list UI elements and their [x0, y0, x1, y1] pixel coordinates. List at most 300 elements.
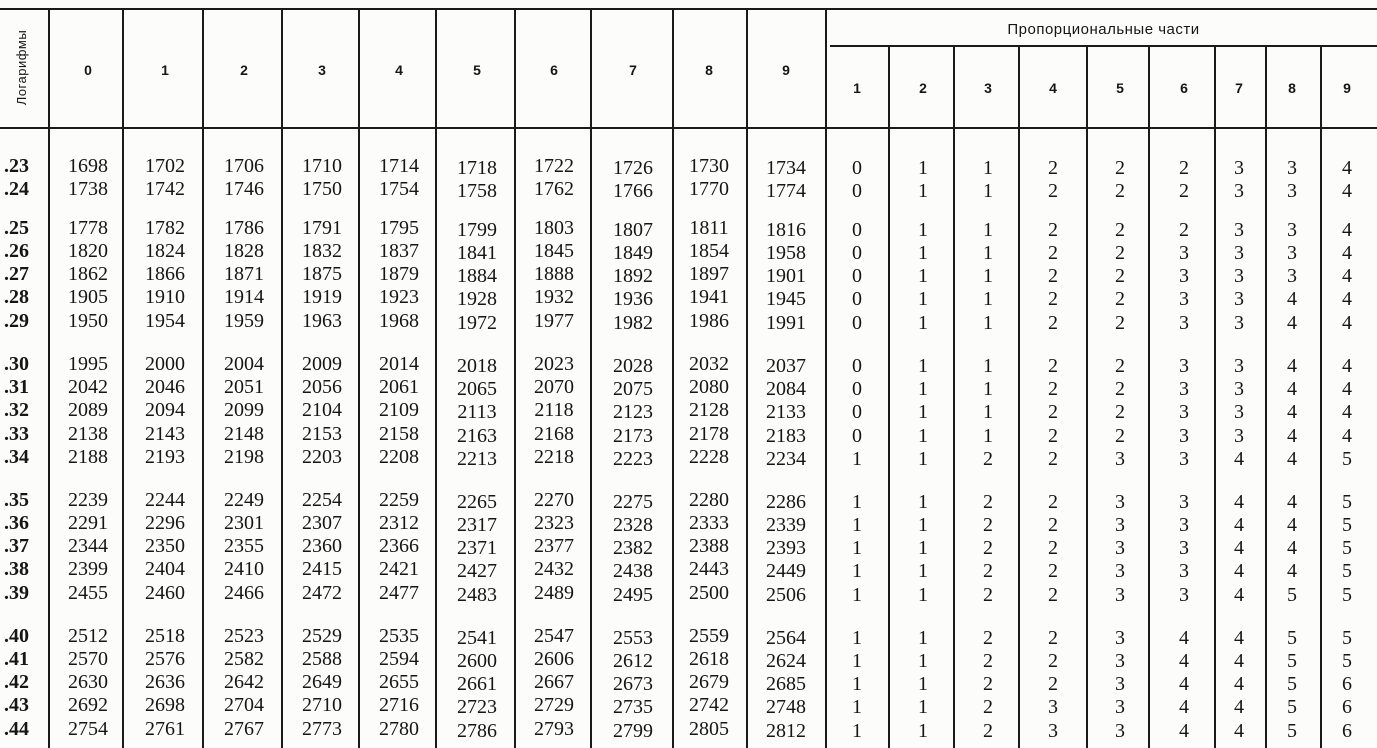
proportional-part-cell: 3	[1048, 696, 1058, 718]
table-cell-value: 2042	[68, 376, 108, 398]
table-cell-value: 1778	[68, 217, 108, 239]
table-cell-value: 1799	[457, 219, 497, 241]
proportional-part-cell: 3	[1115, 673, 1125, 695]
table-cell-value: 1928	[457, 288, 497, 310]
table-cell-value: 2512	[68, 625, 108, 647]
logarithm-label: Логарифмы	[14, 29, 30, 105]
proportional-part-cell: 1	[983, 265, 993, 287]
table-cell-value: 1888	[534, 263, 574, 285]
table-cell-value: 2344	[68, 535, 108, 557]
table-cell-value: 2275	[613, 491, 653, 513]
proportional-part-cell: 3	[1287, 180, 1297, 202]
table-cell-value: 1746	[224, 178, 264, 200]
table-cell-value: 1718	[457, 157, 497, 179]
table-cell-value: 2729	[534, 694, 574, 716]
proportional-part-cell: 2	[983, 584, 993, 606]
proportional-part-cell: 3	[1234, 180, 1244, 202]
proportional-part-cell: 3	[1179, 378, 1189, 400]
proportional-part-cell: 2	[1115, 180, 1125, 202]
proportional-part-cell: 2	[983, 448, 993, 470]
proportional-part-cell: 3	[1179, 425, 1189, 447]
proportional-part-cell: 2	[1115, 425, 1125, 447]
table-cell-value: 2460	[145, 582, 185, 604]
column-divider	[1148, 47, 1150, 748]
proportional-part-cell: 3	[1234, 288, 1244, 310]
proportional-part-cell: 1	[983, 157, 993, 179]
proportional-part-cell: 2	[1048, 180, 1058, 202]
table-cell-value: 2594	[379, 648, 419, 670]
table-cell-value: 2410	[224, 558, 264, 580]
column-header-5: 5	[473, 62, 481, 78]
table-cell-value: 2339	[766, 514, 806, 536]
proportional-part-cell: 4	[1342, 157, 1352, 179]
proportional-part-cell: 4	[1287, 312, 1297, 334]
table-cell-value: 2382	[613, 537, 653, 559]
table-cell-value: 1766	[613, 180, 653, 202]
proportional-part-cell: 1	[852, 627, 862, 649]
table-cell-value: 2489	[534, 582, 574, 604]
proportional-part-cell: 1	[918, 627, 928, 649]
proportional-part-cell: 4	[1234, 560, 1244, 582]
table-cell-value: 2780	[379, 718, 419, 740]
column-divider	[1086, 47, 1088, 748]
row-logarithm-label: .31	[4, 376, 29, 398]
proportional-part-cell: 4	[1287, 401, 1297, 423]
proportional-part-cell: 3	[1179, 491, 1189, 513]
table-cell-value: 2133	[766, 401, 806, 423]
table-cell-value: 1866	[145, 263, 185, 285]
row-logarithm-label: .29	[4, 310, 29, 332]
table-cell-value: 2350	[145, 535, 185, 557]
proportional-header-5: 5	[1116, 80, 1124, 96]
table-cell-value: 1791	[302, 217, 342, 239]
table-cell-value: 2153	[302, 423, 342, 445]
table-cell-value: 2148	[224, 423, 264, 445]
table-cell-value: 2004	[224, 353, 264, 375]
column-header-9: 9	[782, 62, 790, 78]
table-cell-value: 2123	[613, 401, 653, 423]
table-cell-value: 1854	[689, 240, 729, 262]
row-logarithm-label: .41	[4, 648, 29, 670]
table-cell-value: 1910	[145, 286, 185, 308]
proportional-part-cell: 4	[1342, 378, 1352, 400]
table-cell-value: 2655	[379, 671, 419, 693]
table-cell-value: 2588	[302, 648, 342, 670]
table-cell-value: 1919	[302, 286, 342, 308]
column-divider	[1320, 47, 1322, 748]
proportional-part-cell: 2	[1048, 560, 1058, 582]
table-cell-value: 1738	[68, 178, 108, 200]
proportional-part-cell: 1	[918, 491, 928, 513]
table-cell-value: 2265	[457, 491, 497, 513]
table-cell-value: 1901	[766, 265, 806, 287]
row-logarithm-label: .26	[4, 240, 29, 262]
table-cell-value: 1950	[68, 310, 108, 332]
proportional-part-cell: 1	[983, 401, 993, 423]
column-divider	[48, 8, 50, 748]
proportional-part-cell: 1	[983, 378, 993, 400]
table-cell-value: 2742	[689, 694, 729, 716]
proportional-part-cell: 0	[852, 219, 862, 241]
proportional-part-cell: 3	[1179, 288, 1189, 310]
table-cell-value: 1782	[145, 217, 185, 239]
table-cell-value: 2355	[224, 535, 264, 557]
table-cell-value: 1734	[766, 157, 806, 179]
proportional-part-cell: 3	[1115, 560, 1125, 582]
proportional-part-cell: 0	[852, 425, 862, 447]
table-cell-value: 2218	[534, 446, 574, 468]
proportional-part-cell: 2	[1048, 242, 1058, 264]
proportional-part-cell: 2	[1048, 219, 1058, 241]
table-cell-value: 1905	[68, 286, 108, 308]
table-cell-value: 2704	[224, 694, 264, 716]
table-cell-value: 2667	[534, 671, 574, 693]
proportional-part-cell: 5	[1287, 720, 1297, 742]
table-cell-value: 1832	[302, 240, 342, 262]
proportional-part-cell: 5	[1342, 584, 1352, 606]
table-cell-value: 2449	[766, 560, 806, 582]
column-divider	[825, 8, 827, 748]
table-cell-value: 1816	[766, 219, 806, 241]
proportional-part-cell: 1	[852, 514, 862, 536]
column-divider	[1265, 47, 1267, 748]
proportional-part-cell: 4	[1234, 673, 1244, 695]
proportional-part-cell: 3	[1234, 265, 1244, 287]
proportional-part-cell: 3	[1234, 242, 1244, 264]
proportional-part-cell: 5	[1287, 650, 1297, 672]
proportional-part-cell: 2	[1048, 514, 1058, 536]
proportional-part-cell: 1	[918, 312, 928, 334]
column-divider	[435, 8, 437, 748]
proportional-part-cell: 2	[1048, 425, 1058, 447]
table-cell-value: 2323	[534, 512, 574, 534]
row-logarithm-label: .23	[4, 155, 29, 177]
table-cell-value: 2612	[613, 650, 653, 672]
proportional-part-cell: 1	[983, 219, 993, 241]
proportional-part-cell: 2	[983, 627, 993, 649]
proportional-part-cell: 2	[1048, 448, 1058, 470]
table-cell-value: 2259	[379, 489, 419, 511]
proportional-part-cell: 6	[1342, 696, 1352, 718]
table-cell-value: 2564	[766, 627, 806, 649]
proportional-part-cell: 4	[1287, 448, 1297, 470]
table-cell-value: 2427	[457, 560, 497, 582]
proportional-part-cell: 3	[1287, 242, 1297, 264]
proportional-part-cell: 4	[1234, 650, 1244, 672]
proportional-part-cell: 0	[852, 180, 862, 202]
proportional-part-cell: 2	[1048, 355, 1058, 377]
proportional-part-cell: 2	[1115, 242, 1125, 264]
table-cell-value: 2118	[534, 399, 574, 421]
table-cell-value: 2061	[379, 376, 419, 398]
proportional-part-cell: 5	[1287, 584, 1297, 606]
proportional-part-cell: 2	[1115, 288, 1125, 310]
proportional-part-cell: 2	[1048, 157, 1058, 179]
table-cell-value: 2576	[145, 648, 185, 670]
proportional-part-cell: 3	[1115, 491, 1125, 513]
table-cell-value: 1871	[224, 263, 264, 285]
table-cell-value: 2466	[224, 582, 264, 604]
proportional-part-cell: 3	[1048, 720, 1058, 742]
proportional-part-cell: 5	[1287, 696, 1297, 718]
proportional-part-cell: 1	[852, 584, 862, 606]
proportional-part-cell: 4	[1287, 560, 1297, 582]
proportional-part-cell: 4	[1342, 265, 1352, 287]
table-cell-value: 1977	[534, 310, 574, 332]
proportional-part-cell: 2	[1179, 157, 1189, 179]
proportional-part-cell: 2	[1115, 312, 1125, 334]
table-cell-value: 2661	[457, 673, 497, 695]
proportional-part-cell: 3	[1115, 514, 1125, 536]
table-cell-value: 2673	[613, 673, 653, 695]
column-divider	[358, 8, 360, 748]
proportional-part-cell: 1	[918, 157, 928, 179]
table-cell-value: 1722	[534, 155, 574, 177]
proportional-part-cell: 3	[1179, 265, 1189, 287]
proportional-header-6: 6	[1180, 80, 1188, 96]
table-cell-value: 2541	[457, 627, 497, 649]
proportional-part-cell: 1	[852, 448, 862, 470]
table-cell-value: 2553	[613, 627, 653, 649]
proportional-header-2: 2	[919, 80, 927, 96]
table-cell-value: 1786	[224, 217, 264, 239]
column-header-8: 8	[705, 62, 713, 78]
proportional-part-cell: 4	[1234, 448, 1244, 470]
column-header-6: 6	[550, 62, 558, 78]
row-logarithm-label: .32	[4, 399, 29, 421]
row-logarithm-label: .33	[4, 423, 29, 445]
proportional-part-cell: 1	[918, 448, 928, 470]
table-cell-value: 1958	[766, 242, 806, 264]
table-cell-value: 2307	[302, 512, 342, 534]
table-cell-value: 1941	[689, 286, 729, 308]
column-divider	[590, 8, 592, 748]
proportional-part-cell: 4	[1179, 650, 1189, 672]
table-cell-value: 2716	[379, 694, 419, 716]
proportional-part-cell: 2	[983, 560, 993, 582]
proportional-part-cell: 1	[918, 720, 928, 742]
proportional-part-cell: 3	[1179, 514, 1189, 536]
table-cell-value: 1820	[68, 240, 108, 262]
proportional-part-cell: 1	[918, 650, 928, 672]
proportional-part-cell: 3	[1115, 627, 1125, 649]
table-cell-value: 1758	[457, 180, 497, 202]
table-cell-value: 2291	[68, 512, 108, 534]
proportional-part-cell: 1	[852, 673, 862, 695]
proportional-part-cell: 4	[1287, 514, 1297, 536]
table-cell-value: 1774	[766, 180, 806, 202]
table-cell-value: 2089	[68, 399, 108, 421]
table-cell-value: 1892	[613, 265, 653, 287]
column-header-7: 7	[629, 62, 637, 78]
table-cell-value: 2786	[457, 720, 497, 742]
proportional-part-cell: 3	[1179, 355, 1189, 377]
table-cell-value: 2032	[689, 353, 729, 375]
proportional-part-cell: 3	[1179, 401, 1189, 423]
table-cell-value: 2143	[145, 423, 185, 445]
table-cell-value: 2051	[224, 376, 264, 398]
proportional-part-cell: 1	[983, 355, 993, 377]
proportional-part-cell: 3	[1287, 265, 1297, 287]
table-cell-value: 2698	[145, 694, 185, 716]
proportional-part-cell: 2	[1048, 288, 1058, 310]
proportional-part-cell: 0	[852, 157, 862, 179]
row-logarithm-label: .37	[4, 535, 29, 557]
proportional-header-9: 9	[1343, 80, 1351, 96]
table-cell-value: 2624	[766, 650, 806, 672]
table-cell-value: 2799	[613, 720, 653, 742]
table-cell-value: 1968	[379, 310, 419, 332]
table-cell-value: 2559	[689, 625, 729, 647]
table-cell-value: 2138	[68, 423, 108, 445]
proportional-part-cell: 1	[918, 355, 928, 377]
table-cell-value: 2009	[302, 353, 342, 375]
proportional-part-cell: 5	[1342, 650, 1352, 672]
table-cell-value: 2333	[689, 512, 729, 534]
table-cell-value: 2495	[613, 584, 653, 606]
proportional-part-cell: 2	[1048, 584, 1058, 606]
table-cell-value: 1811	[689, 217, 729, 239]
proportional-part-cell: 1	[918, 401, 928, 423]
proportional-part-cell: 1	[918, 180, 928, 202]
logarithm-column-header	[2, 8, 42, 126]
proportional-part-cell: 4	[1234, 584, 1244, 606]
column-header-2: 2	[240, 62, 248, 78]
table-cell-value: 2188	[68, 446, 108, 468]
table-cell-value: 1959	[224, 310, 264, 332]
proportional-part-cell: 2	[983, 720, 993, 742]
proportional-part-cell: 4	[1287, 425, 1297, 447]
proportional-part-cell: 3	[1179, 537, 1189, 559]
table-cell-value: 2630	[68, 671, 108, 693]
proportional-part-cell: 5	[1342, 514, 1352, 536]
row-logarithm-label: .28	[4, 286, 29, 308]
proportional-part-cell: 2	[1179, 219, 1189, 241]
table-cell-value: 1982	[613, 312, 653, 334]
proportional-part-cell: 4	[1287, 355, 1297, 377]
proportional-header-rule	[830, 45, 1377, 47]
table-cell-value: 2600	[457, 650, 497, 672]
column-divider	[746, 8, 748, 748]
table-cell-value: 2529	[302, 625, 342, 647]
proportional-part-cell: 2	[1115, 219, 1125, 241]
proportional-part-cell: 4	[1234, 537, 1244, 559]
proportional-part-cell: 1	[983, 242, 993, 264]
proportional-part-cell: 2	[1048, 491, 1058, 513]
row-logarithm-label: .25	[4, 217, 29, 239]
table-cell-value: 1807	[613, 219, 653, 241]
table-cell-value: 2198	[224, 446, 264, 468]
table-cell-value: 1932	[534, 286, 574, 308]
proportional-part-cell: 2	[1179, 180, 1189, 202]
table-cell-value: 2523	[224, 625, 264, 647]
table-cell-value: 1824	[145, 240, 185, 262]
proportional-header-7: 7	[1235, 80, 1243, 96]
table-cell-value: 2636	[145, 671, 185, 693]
proportional-part-cell: 4	[1342, 180, 1352, 202]
table-cell-value: 1841	[457, 242, 497, 264]
table-cell-value: 2472	[302, 582, 342, 604]
table-cell-value: 2642	[224, 671, 264, 693]
table-cell-value: 2518	[145, 625, 185, 647]
proportional-part-cell: 0	[852, 242, 862, 264]
table-cell-value: 2213	[457, 448, 497, 470]
proportional-part-cell: 4	[1342, 242, 1352, 264]
proportional-header-3: 3	[984, 80, 992, 96]
table-cell-value: 2056	[302, 376, 342, 398]
table-cell-value: 2328	[613, 514, 653, 536]
table-cell-value: 2173	[613, 425, 653, 447]
table-cell-value: 2163	[457, 425, 497, 447]
table-cell-value: 2735	[613, 696, 653, 718]
proportional-part-cell: 4	[1287, 378, 1297, 400]
table-cell-value: 2128	[689, 399, 729, 421]
table-cell-value: 2723	[457, 696, 497, 718]
table-cell-value: 2000	[145, 353, 185, 375]
column-divider	[1214, 47, 1216, 748]
column-divider	[953, 47, 955, 748]
proportional-part-cell: 2	[983, 696, 993, 718]
proportional-part-cell: 1	[852, 650, 862, 672]
table-cell-value: 1714	[379, 155, 419, 177]
table-cell-value: 2483	[457, 584, 497, 606]
column-divider	[1018, 47, 1020, 748]
table-cell-value: 2692	[68, 694, 108, 716]
table-cell-value: 2254	[302, 489, 342, 511]
proportional-part-cell: 4	[1342, 312, 1352, 334]
proportional-part-cell: 3	[1179, 560, 1189, 582]
table-cell-value: 2270	[534, 489, 574, 511]
column-divider	[281, 8, 283, 748]
table-cell-value: 2080	[689, 376, 729, 398]
proportional-part-cell: 5	[1342, 560, 1352, 582]
proportional-part-cell: 5	[1342, 627, 1352, 649]
proportional-part-cell: 3	[1234, 378, 1244, 400]
table-cell-value: 2754	[68, 718, 108, 740]
table-cell-value: 2366	[379, 535, 419, 557]
proportional-part-cell: 1	[983, 425, 993, 447]
table-cell-value: 2506	[766, 584, 806, 606]
table-cell-value: 2286	[766, 491, 806, 513]
proportional-part-cell: 2	[1048, 401, 1058, 423]
table-cell-value: 2168	[534, 423, 574, 445]
table-cell-value: 2421	[379, 558, 419, 580]
proportional-part-cell: 1	[918, 673, 928, 695]
row-logarithm-label: .39	[4, 582, 29, 604]
table-cell-value: 2183	[766, 425, 806, 447]
proportional-part-cell: 2	[1115, 401, 1125, 423]
table-cell-value: 2432	[534, 558, 574, 580]
table-cell-value: 2178	[689, 423, 729, 445]
table-cell-value: 2748	[766, 696, 806, 718]
proportional-part-cell: 3	[1115, 720, 1125, 742]
proportional-part-cell: 4	[1179, 696, 1189, 718]
column-header-0: 0	[84, 62, 92, 78]
proportional-part-cell: 3	[1287, 157, 1297, 179]
table-cell-value: 1770	[689, 178, 729, 200]
row-logarithm-label: .34	[4, 446, 29, 468]
proportional-part-cell: 3	[1234, 312, 1244, 334]
top-rule	[0, 8, 1377, 10]
table-cell-value: 1954	[145, 310, 185, 332]
table-cell-value: 1706	[224, 155, 264, 177]
table-cell-value: 1945	[766, 288, 806, 310]
table-cell-value: 1742	[145, 178, 185, 200]
proportional-part-cell: 3	[1287, 219, 1297, 241]
table-cell-value: 2582	[224, 648, 264, 670]
proportional-part-cell: 1	[852, 537, 862, 559]
table-cell-value: 2084	[766, 378, 806, 400]
